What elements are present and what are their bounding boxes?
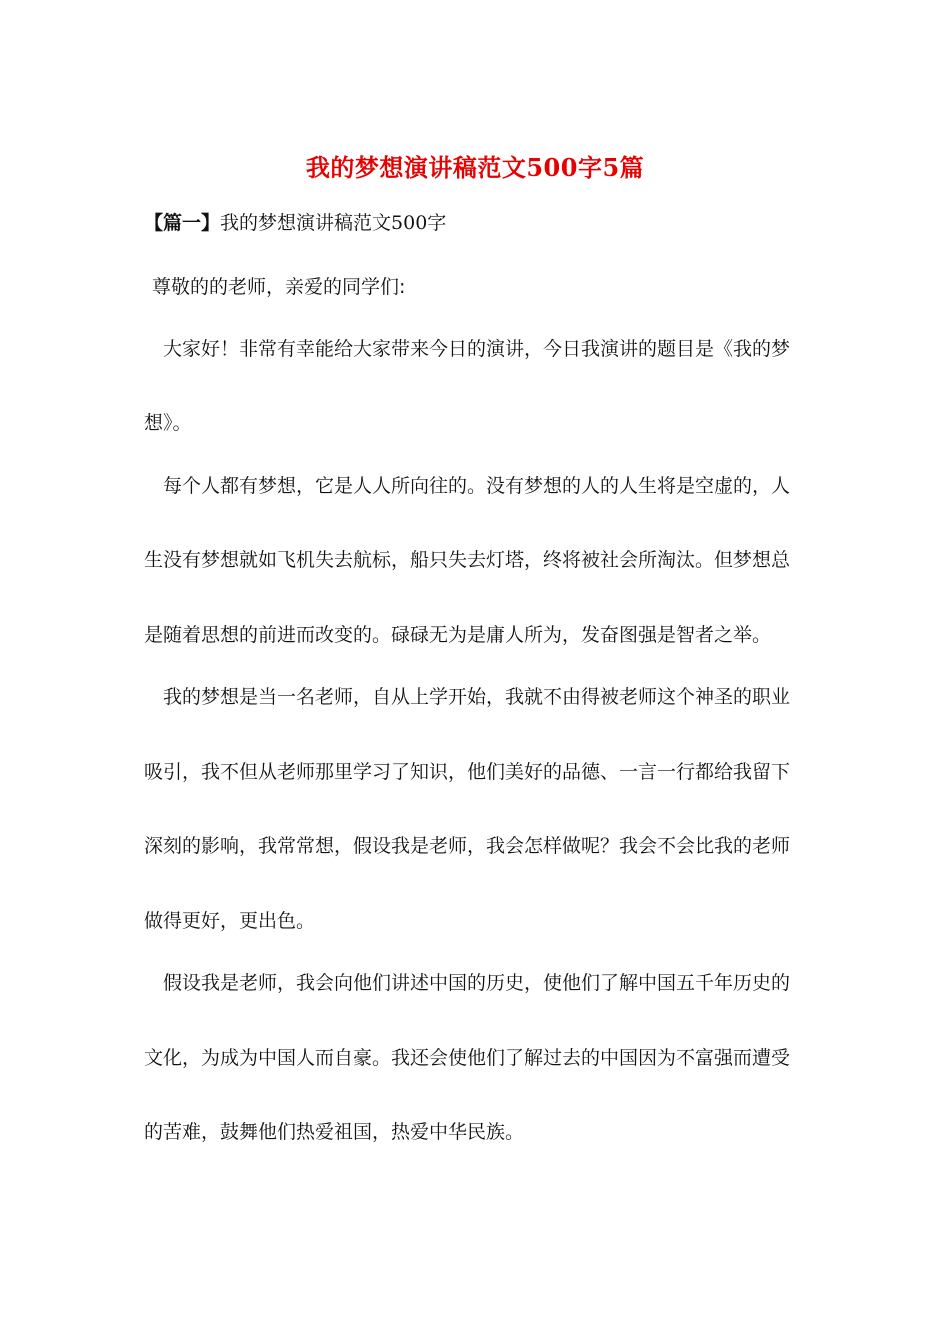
paragraph-line: 我的梦想是当一名老师，自从上学开始，我就不由得被老师这个神圣的职业 xyxy=(163,686,791,708)
paragraph-line: 文化，为成为中国人而自豪。我还会使他们了解过去的中国因为不富强而遭受 xyxy=(144,1047,791,1069)
paragraph-line: 每个人都有梦想，它是人人所向往的。没有梦想的人的人生将是空虚的，人 xyxy=(163,475,791,497)
paragraph-line: 的苦难，鼓舞他们热爱祖国，热爱中华民族。 xyxy=(144,1121,525,1143)
paragraph-line: 吸引，我不但从老师那里学习了知识，他们美好的品德、一言一行都给我留下 xyxy=(144,761,791,783)
section-marker: 【篇一】 xyxy=(144,212,221,234)
paragraph-line: 假设我是老师，我会向他们讲述中国的历史，使他们了解中国五千年历史的 xyxy=(163,972,791,994)
paragraph-line: 大家好！非常有幸能给大家带来今日的演讲，今日我演讲的题目是《我的梦 xyxy=(163,338,791,360)
section-heading xyxy=(144,208,804,238)
paragraph-line: 是随着思想的前进而改变的。碌碌无为是庸人所为，发奋图强是智者之举。 xyxy=(144,624,772,646)
section-heading-suffix: 字 xyxy=(427,212,447,234)
salutation-line: 尊敬的的老师，亲爱的同学们: xyxy=(152,276,406,298)
section-heading-text: 我的梦想演讲稿范文 xyxy=(220,212,392,234)
document-title: 我的梦想演讲稿范文500字5篇 xyxy=(305,153,645,182)
paragraph-line: 想》。 xyxy=(144,412,192,434)
paragraph-line: 生没有梦想就如飞机失去航标，船只失去灯塔，终将被社会所淘汰。但梦想总 xyxy=(144,549,791,571)
section-heading-number: 500 xyxy=(391,212,428,234)
paragraph-line: 做得更好，更出色。 xyxy=(144,910,316,932)
paragraph-line: 深刻的影响，我常常想，假设我是老师，我会怎样做呢？我会不会比我的老师 xyxy=(144,835,791,857)
